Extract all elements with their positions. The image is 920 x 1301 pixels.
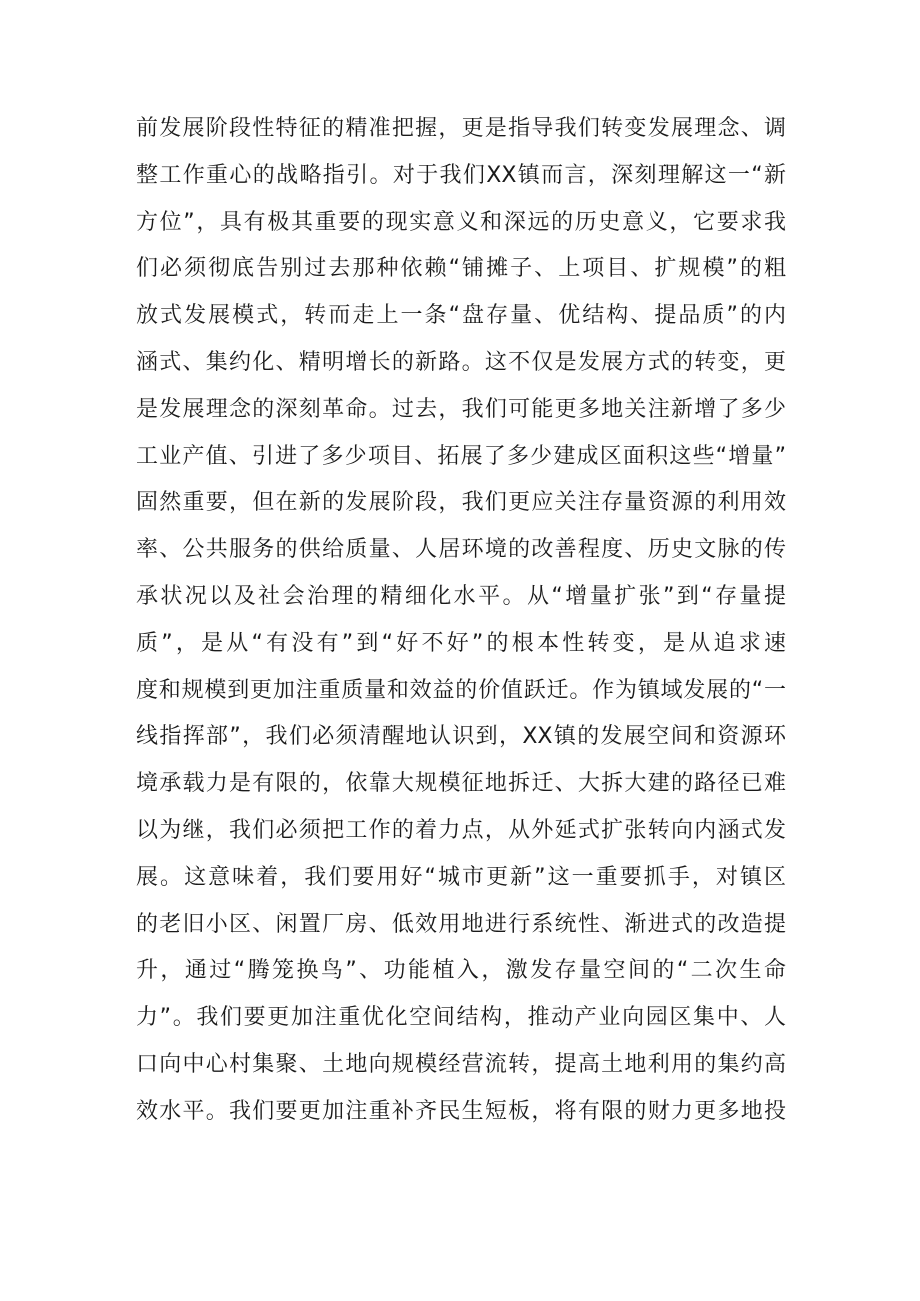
text-line: 们必须彻底告别过去那种依赖“铺摊子、上项目、扩规模”的粗 — [136, 256, 786, 282]
text-line: 固然重要，但在新的发展阶段，我们更应关注存量资源的利用效 — [136, 490, 786, 516]
body-paragraph — [136, 106, 786, 1136]
text-line: 线指挥部”，我们必须清醒地认识到，XX镇的发展空间和资源环 — [136, 724, 786, 750]
text-line: 质”，是从“有没有”到“好不好”的根本性转变，是从追求速 — [136, 630, 786, 656]
text-line: 以为继，我们必须把工作的着力点，从外延式扩张转向内涵式发 — [136, 817, 786, 843]
text-line: 率、公共服务的供给质量、人居环境的改善程度、历史文脉的传 — [136, 537, 786, 563]
text-line: 整工作重心的战略指引。对于我们XX镇而言，深刻理解这一“新 — [136, 162, 786, 188]
text-line: 涵式、集约化、精明增长的新路。这不仅是发展方式的转变，更 — [136, 349, 786, 375]
text-line: 境承载力是有限的，依靠大规模征地拆迁、大拆大建的路径已难 — [136, 771, 786, 797]
text-line: 展。这意味着，我们要用好“城市更新”这一重要抓手，对镇区 — [136, 864, 786, 890]
text-line: 方位”，具有极其重要的现实意义和深远的历史意义，它要求我 — [136, 209, 786, 235]
text-line: 是发展理念的深刻革命。过去，我们可能更多地关注新增了多少 — [136, 396, 786, 422]
text-line: 口向中心村集聚、土地向规模经营流转，提高土地利用的集约高 — [136, 1051, 786, 1077]
text-line: 放式发展模式，转而走上一条“盘存量、优结构、提品质”的内 — [136, 303, 786, 329]
text-line: 度和规模到更加注重质量和效益的价值跃迁。作为镇域发展的“一 — [136, 677, 786, 703]
text-line: 前发展阶段性特征的精准把握，更是指导我们转变发展理念、调 — [136, 116, 786, 141]
text-line: 效水平。我们要更加注重补齐民生短板，将有限的财力更多地投 — [136, 1098, 786, 1124]
text-line: 工业产值、引进了多少项目、拓展了多少建成区面积这些“增量” — [136, 443, 786, 469]
text-line: 力”。我们要更加注重优化空间结构，推动产业向园区集中、人 — [136, 1005, 786, 1031]
text-line: 承状况以及社会治理的精细化水平。从“增量扩张”到“存量提 — [136, 583, 786, 609]
text-line: 的老旧小区、闲置厂房、低效用地进行系统性、渐进式的改造提 — [136, 911, 786, 937]
text-line: 升，通过“腾笼换鸟”、功能植入，激发存量空间的“二次生命 — [136, 958, 786, 984]
